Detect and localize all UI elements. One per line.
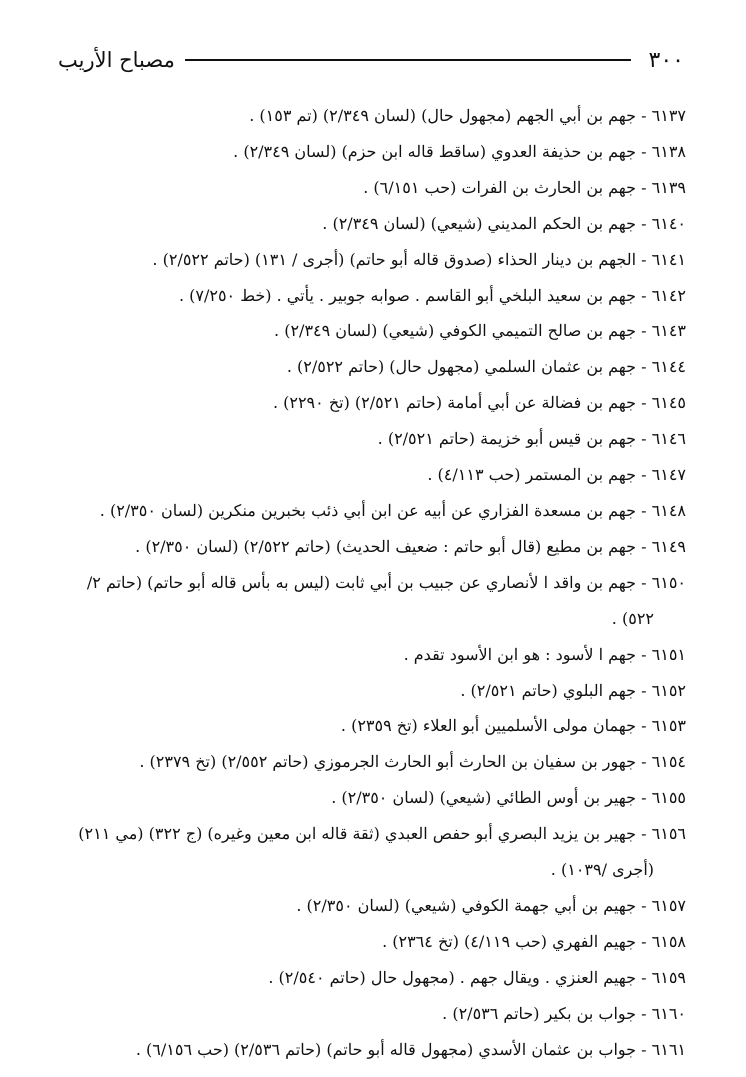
entry-6141: ٦١٤١ - الجهم بن دينار الحذاء (صدوق قاله أبو حاتم) (أجرى / ١٣١) (حاتم ٢/٥٢٢) . (152, 249, 686, 269)
entry-6158: ٦١٥٨ - جهيم الفهري (حب ٤/١١٩) (تخ ٢٣٦٤) . (382, 931, 686, 951)
page-number: ٣٠٠ (648, 47, 684, 73)
entry-6151: ٦١٥١ - جهم ا لأسود : هو ابن الأسود تقدم . (403, 644, 686, 664)
entry-6160: ٦١٦٠ - جواب بن بكير (حاتم ٢/٥٣٦) . (442, 1003, 686, 1023)
entry-6147: ٦١٤٧ - جهم بن المستمر (حب ٤/١١٣) . (427, 465, 686, 485)
entry-6148: ٦١٤٨ - جهم بن مسعدة الفزاري عن أبيه عن ابن أبي ذئب بخبرين منكرين (لسان ٢/٣٥٠) . (99, 500, 686, 520)
entry-6156-line1: ٦١٥٦ - جهير بن يزيد البصري أبو حفص العبدي (ثقة قاله ابن معين وغيره) (ج ٣٢٢) (مي ٢١١) (78, 824, 686, 844)
entry-6142: ٦١٤٢ - جهم بن سعيد البلخي أبو القاسم . صوابه جوبير . يأتي . (خط ٧/٢٥٠) . (178, 285, 686, 305)
entry-6156 (50, 816, 686, 888)
entry-6150-line1: ٦١٥٠ - جهم بن واقد ا لأنصاري عن جبيب بن أبي ثابت (ليس به بأس قاله أبو حاتم) (حاتم ٢/ (86, 572, 686, 592)
entry-6152: ٦١٥٢ - جهم البلوي (حاتم ٢/٥٢١) . (460, 680, 686, 700)
entry-6146: ٦١٤٦ - جهم بن قيس أبو خزيمة (حاتم ٢/٥٢١) . (377, 429, 686, 449)
entry-6161: ٦١٦١ - جواب بن عثمان الأسدي (مجهول قاله أبو حاتم) (حاتم ٢/٥٣٦) (حب ٦/١٥٦) . (135, 1039, 686, 1059)
entry-6145: ٦١٤٥ - جهم بن فضالة عن أبي أمامة (حاتم ٢/٥٢١) (تخ ٢٢٩٠) . (272, 393, 686, 413)
entry-6153: ٦١٥٣ - جهمان مولى الأسلميين أبو العلاء (تخ ٢٣٥٩) . (340, 716, 686, 736)
entry-6155: ٦١٥٥ - جهير بن أوس الطائي (شيعي) (لسان ٢/٣٥٠) . (331, 788, 686, 808)
entry-6150-line2: ٥٢٢) . (611, 608, 654, 628)
entry-list (50, 98, 686, 1067)
entry-6137: ٦١٣٧ - جهم بن أبي الجهم (مجهول حال) (لسان ٢/٣٤٩) (تم ١٥٣) . (249, 106, 686, 125)
book-title: مصباح الأريب (58, 48, 175, 72)
entry-6156-line2: (أجرى /١٠٣٩) . (550, 860, 654, 880)
entry-6140: ٦١٤٠ - جهم بن الحكم المديني (شيعي) (لسان ٢/٣٤٩) . (322, 213, 686, 233)
entry-6154: ٦١٥٤ - جهور بن سفيان بن الحارث أبو الحارث الجرموزي (حاتم ٢/٥٥٢) (تخ ٢٣٧٩) . (139, 752, 686, 772)
entry-6149: ٦١٤٩ - جهم بن مطيع (قال أبو حاتم : ضعيف الحديث) (حاتم ٢/٥٢٢) (لسان ٢/٣٥٠) . (135, 536, 686, 556)
entry-6139: ٦١٣٩ - جهم بن الحارث بن الفرات (حب ٦/١٥١) . (363, 177, 686, 197)
page-header (58, 40, 684, 80)
entry-6138: ٦١٣٨ - جهم بن حذيفة العدوي (ساقط قاله ابن حزم) (لسان ٢/٣٤٩) . (233, 141, 686, 161)
entry-6144: ٦١٤٤ - جهم بن عثمان السلمي (مجهول حال) (حاتم ٢/٥٢٢) . (286, 357, 686, 377)
entry-6143: ٦١٤٣ - جهم بن صالح التميمي الكوفي (شيعي) (لسان ٢/٣٤٩) . (274, 321, 686, 341)
header-rule (185, 59, 631, 61)
entry-6159: ٦١٥٩ - جهيم العنزي . ويقال جهم . (مجهول حال (حاتم ٢/٥٤٠) . (268, 967, 686, 987)
entry-6157: ٦١٥٧ - جهيم بن أبي جهمة الكوفي (شيعي) (لسان ٢/٣٥٠) . (296, 895, 686, 915)
entry-6150 (50, 565, 686, 637)
